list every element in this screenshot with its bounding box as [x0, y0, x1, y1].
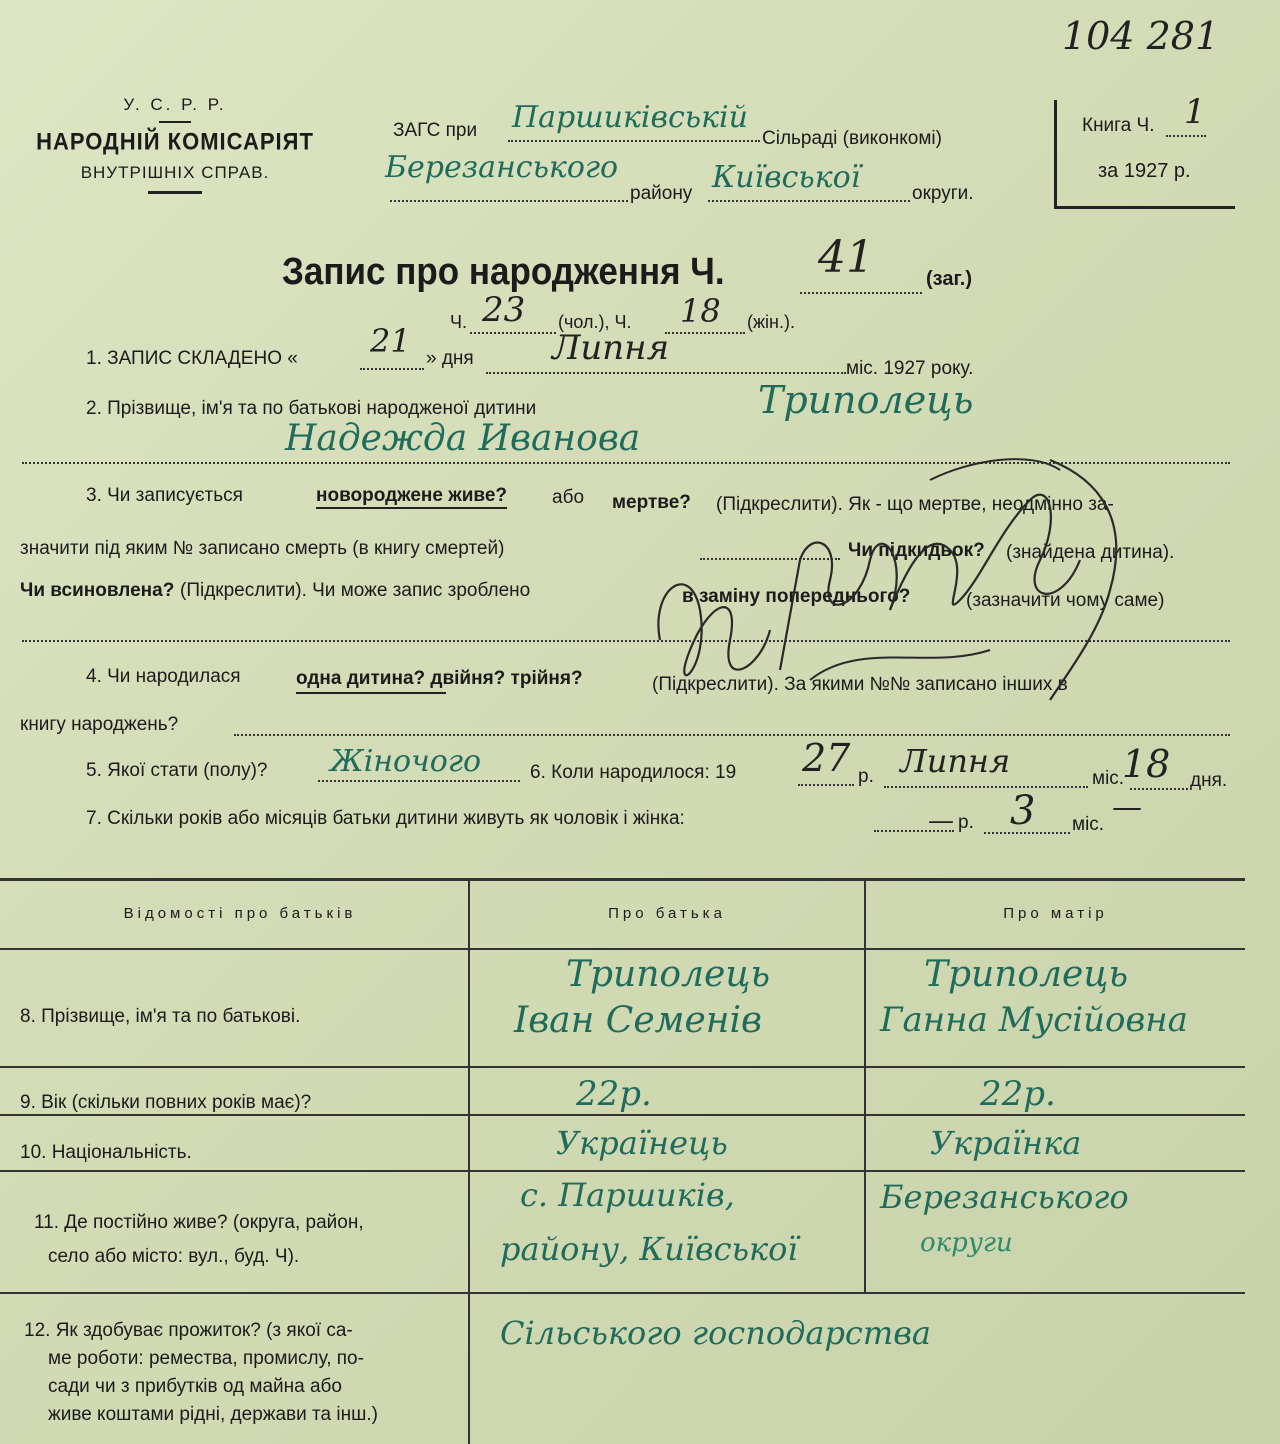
male-number-line [470, 332, 556, 334]
row-label: село або місто: вул., буд. Ч). [48, 1246, 300, 1267]
occupation: Сільського господарства [500, 1314, 931, 1352]
table-header: Про матір [1003, 905, 1108, 922]
mother-residence-1: Березанського [880, 1178, 1129, 1216]
q4-single-underline [296, 692, 446, 694]
male-label: (чол.), Ч. [558, 312, 632, 332]
q1-month: Липня [552, 328, 670, 368]
q3-line2a: значити під яким № записано смерть (в книгу смертей) [20, 538, 505, 559]
row-label: ме роботи: ремества, промислу, по- [48, 1348, 364, 1369]
signature [630, 440, 1150, 740]
column-border [468, 878, 470, 1444]
raion-field: Березанського [385, 150, 619, 185]
q4-line1c: (Підкреслити). За якими №№ записано інших в [652, 674, 1068, 695]
father-residence-1: с. Паршиків, [520, 1176, 735, 1214]
q5-sex-line [318, 780, 520, 782]
row-border [0, 1170, 1245, 1172]
father-residence-2: району, Київської [500, 1230, 798, 1268]
q6-label: 6. Коли народилося: 19 [530, 762, 737, 783]
q7-months: 3 [1010, 788, 1036, 834]
title-suffix: (заг.) [926, 268, 973, 290]
female-label: (жін.). [747, 312, 795, 332]
q6-mis: міс. [1092, 768, 1125, 789]
q2-surname: Триполець [758, 378, 974, 422]
book-number: 1 [1184, 92, 1206, 132]
q3-line1e: (Підкреслити). Як - що мертве, неодмінно за- [716, 494, 1114, 515]
mother-name: Ганна Мусійовна [880, 1000, 1188, 1040]
parents-table [0, 878, 1245, 1444]
divider [159, 121, 191, 123]
q7-tail: — [1112, 790, 1142, 825]
female-number-line [665, 332, 745, 334]
row-label: сади чи з прибутків од майна або [48, 1376, 342, 1397]
table-header: Про батька [608, 905, 726, 922]
left-header [20, 95, 330, 194]
q1-day-line [360, 368, 424, 370]
q3-replacement: в заміну попереднього? [682, 586, 911, 607]
divider [148, 191, 202, 194]
q1-tail: міс. 1927 року. [846, 358, 974, 379]
table-header: Відомості про батьків [123, 905, 357, 922]
father-age: 22р. [576, 1074, 652, 1114]
mother-age: 22р. [980, 1074, 1056, 1114]
okruga-label: округи. [912, 183, 974, 204]
okruga-field-line [708, 200, 910, 202]
book-label: Книга Ч. [1082, 115, 1155, 136]
q6-day: 18 [1122, 742, 1171, 786]
row-label: 8. Прізвище, ім'я та по батькові. [20, 1006, 301, 1027]
page-title: Запис про народження Ч. [282, 250, 725, 293]
row-label: 10. Національність. [20, 1142, 192, 1163]
q2-name: Надежда Иванова [285, 418, 641, 459]
raion-field-line [390, 200, 628, 202]
title-number: 41 [818, 232, 874, 283]
zags-prefix: ЗАГС при [393, 120, 478, 141]
father-nationality: Українець [556, 1124, 728, 1162]
q4-line1a: 4. Чи народилася [86, 666, 241, 687]
commissariat-label: НАРОДНІЙ КОМІСАРІЯТ [36, 127, 314, 156]
q1-month-line [486, 372, 846, 374]
archive-number: 104 281 [1062, 14, 1220, 58]
row-label: живе коштами рідні, держави та інш.) [48, 1404, 378, 1425]
row-border [0, 1292, 1245, 1294]
q6-dnya: дня. [1190, 770, 1228, 791]
q6-year-line [798, 784, 854, 786]
q7-label: 7. Скільки років або місяців батьки дитини живуть як чоловік і жінка: [86, 808, 685, 829]
q3-dead: мертве? [612, 492, 691, 513]
row-label: 9. Вік (скільки повних років має)? [20, 1092, 312, 1113]
q3-line3d: (зазначити чому саме) [966, 590, 1165, 611]
column-border [864, 878, 866, 1292]
book-year: за 1927 р. [1098, 160, 1191, 182]
father-surname: Триполець [566, 954, 771, 995]
title-number-line [800, 292, 922, 294]
q3-adopted: Чи всиновлена? [20, 580, 175, 601]
row-label: 12. Як здобуває прожиток? (з якої са- [24, 1320, 353, 1341]
q5-sex: Жіночого [330, 744, 482, 779]
q5-label: 5. Якої стати (полу)? [86, 760, 268, 781]
table-top-border [0, 878, 1245, 881]
q1-day: 21 [370, 322, 411, 360]
q7-years: — [928, 806, 954, 836]
q3-line1a: 3. Чи записується [86, 485, 243, 506]
q3-alive: новороджене живе? [316, 485, 507, 509]
q1-day-suffix: » дня [426, 348, 474, 369]
male-number: 23 [482, 290, 526, 330]
q6-month: Липня [900, 742, 1011, 780]
q3-foundling: Чи підкидьок? [848, 540, 985, 561]
village-field: Паршиківській [512, 100, 748, 135]
female-number: 18 [680, 292, 721, 330]
q1-label: 1. ЗАПИС СКЛАДЕНО « [86, 348, 298, 369]
okruga-field: Київської [712, 160, 861, 195]
q3-or: або [552, 487, 585, 508]
q6-year: 27 [802, 736, 851, 780]
ch-label: Ч. [450, 312, 467, 332]
village-field-line [508, 140, 760, 142]
row-label: 11. Де постійно живе? (округа, район, [34, 1212, 364, 1233]
q4-options: одна дитина? двійня? трійня? [296, 668, 583, 689]
q3-line3b: (Підкреслити). Чи може запис зроблено [180, 580, 531, 601]
mother-residence-2: округи [920, 1228, 1013, 1258]
council-label: Сільраді (виконкомі) [762, 128, 942, 149]
q4-line2: книгу народжень? [20, 714, 179, 735]
mother-nationality: Українка [930, 1124, 1082, 1162]
raion-label: району [630, 183, 693, 204]
father-name: Іван Семенів [514, 1000, 762, 1041]
internal-affairs-label: ВНУТРІШНІХ СПРАВ. [80, 163, 270, 182]
q3-line2c: (знайдена дитина). [1006, 542, 1175, 563]
republic-label: У. С. Р. Р. [123, 95, 227, 114]
book-number-line [1166, 135, 1206, 137]
q6-month-line [884, 786, 1088, 788]
mother-surname: Триполець [924, 954, 1129, 995]
table-header-border [0, 948, 1245, 950]
q2-label: 2. Прізвище, ім'я та по батькові народженої дитини [86, 398, 537, 419]
q6-r: р. [858, 766, 874, 787]
q7-r: р. [958, 812, 974, 833]
q7-mis: міс. [1072, 814, 1105, 835]
row-border [0, 1066, 1245, 1068]
